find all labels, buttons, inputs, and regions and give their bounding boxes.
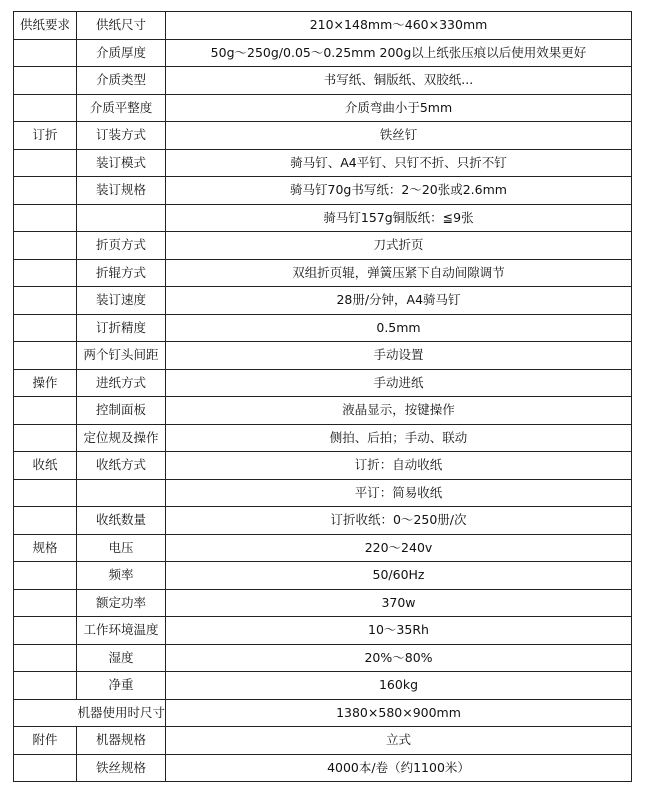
table-row [14, 589, 632, 617]
spec-value: 订折：自动收纸 [166, 452, 632, 480]
spec-value: 10～35Rh [166, 617, 632, 645]
category-cell [14, 424, 77, 452]
table-row [14, 287, 632, 315]
category-cell [14, 617, 77, 645]
table-row [14, 39, 632, 67]
spec-label: 介质平整度 [77, 94, 166, 122]
category-cell: 收纸 [14, 452, 77, 480]
spec-value: 骑马钉157g铜版纸：≦9张 [166, 204, 632, 232]
spec-value: 370w [166, 589, 632, 617]
category-cell [14, 754, 77, 782]
spec-label: 定位规及操作 [77, 424, 166, 452]
table-row [14, 699, 632, 727]
category-cell: 规格 [14, 534, 77, 562]
spec-label: 折页方式 [77, 232, 166, 260]
table-row [14, 122, 632, 150]
spec-label: 折辊方式 [77, 259, 166, 287]
spec-label: 介质类型 [77, 67, 166, 95]
spec-label: 供纸尺寸 [77, 12, 166, 40]
table-row [14, 94, 632, 122]
spec-label: 湿度 [77, 644, 166, 672]
spec-value: 50/60Hz [166, 562, 632, 590]
category-cell [14, 287, 77, 315]
category-cell: 附件 [14, 727, 77, 755]
table-row [14, 644, 632, 672]
spec-value: 立式 [166, 727, 632, 755]
spec-label: 进纸方式 [77, 369, 166, 397]
category-cell [14, 507, 77, 535]
spec-label: 净重 [77, 672, 166, 700]
table-row [14, 617, 632, 645]
spec-value: 骑马钉、A4平钉、只钉不折、只折不钉 [166, 149, 632, 177]
table-row [14, 534, 632, 562]
category-cell [14, 672, 77, 700]
spec-value: 平订：简易收纸 [166, 479, 632, 507]
spec-label: 订装方式 [77, 122, 166, 150]
category-cell [14, 589, 77, 617]
table-row [14, 204, 632, 232]
table-row [14, 259, 632, 287]
category-cell [14, 67, 77, 95]
spec-value: 4000本/卷（约1100米） [166, 754, 632, 782]
table-row [14, 672, 632, 700]
spec-label: 铁丝规格 [77, 754, 166, 782]
spec-value: 书写纸、铜版纸、双胶纸... [166, 67, 632, 95]
spec-table-body [14, 12, 632, 782]
spec-label: 频率 [77, 562, 166, 590]
spec-value: 20%～80% [166, 644, 632, 672]
spec-label: 订折精度 [77, 314, 166, 342]
spec-table [13, 11, 632, 782]
spec-value: 刀式折页 [166, 232, 632, 260]
category-cell: 供纸要求 [14, 12, 77, 40]
category-cell [14, 94, 77, 122]
spec-label: 工作环境温度 [77, 617, 166, 645]
table-row [14, 754, 632, 782]
spec-value: 220～240v [166, 534, 632, 562]
table-row [14, 424, 632, 452]
category-cell [14, 149, 77, 177]
category-cell [14, 259, 77, 287]
category-cell [14, 479, 77, 507]
table-row [14, 12, 632, 40]
table-row [14, 149, 632, 177]
table-row [14, 479, 632, 507]
category-cell [14, 39, 77, 67]
table-row [14, 397, 632, 425]
category-cell [14, 232, 77, 260]
spec-value: 手动进纸 [166, 369, 632, 397]
category-cell: 操作 [14, 369, 77, 397]
spec-value: 铁丝钉 [166, 122, 632, 150]
spec-value: 介质弯曲小于5mm [166, 94, 632, 122]
spec-value: 骑马钉70g书写纸：2～20张或2.6mm [166, 177, 632, 205]
table-row [14, 452, 632, 480]
spec-value: 双组折页辊，弹簧压紧下自动间隙调节 [166, 259, 632, 287]
table-row [14, 727, 632, 755]
spec-label: 收纸数量 [77, 507, 166, 535]
spec-label: 装订速度 [77, 287, 166, 315]
spec-value: 0.5mm [166, 314, 632, 342]
spec-value: 50g～250g/0.05～0.25mm 200g以上纸张压痕以后使用效果更好 [166, 39, 632, 67]
spec-value: 1380×580×900mm [166, 699, 632, 727]
table-row [14, 67, 632, 95]
table-row [14, 562, 632, 590]
spec-value: 侧拍、后拍；手动、联动 [166, 424, 632, 452]
spec-label: 电压 [77, 534, 166, 562]
spec-label: 介质厚度 [77, 39, 166, 67]
category-cell [14, 204, 77, 232]
spec-label: 控制面板 [77, 397, 166, 425]
spec-label [77, 204, 166, 232]
spec-label: 机器使用时尺寸 [14, 699, 166, 727]
spec-value: 订折收纸：0～250册/次 [166, 507, 632, 535]
table-row [14, 314, 632, 342]
category-cell [14, 397, 77, 425]
category-cell [14, 644, 77, 672]
spec-value: 210×148mm～460×330mm [166, 12, 632, 40]
spec-value: 160kg [166, 672, 632, 700]
spec-value: 液晶显示，按键操作 [166, 397, 632, 425]
category-cell: 订折 [14, 122, 77, 150]
spec-label: 装订模式 [77, 149, 166, 177]
table-row [14, 342, 632, 370]
table-row [14, 507, 632, 535]
spec-label: 收纸方式 [77, 452, 166, 480]
spec-label: 额定功率 [77, 589, 166, 617]
table-row [14, 177, 632, 205]
table-row [14, 232, 632, 260]
spec-label [77, 479, 166, 507]
spec-label: 两个钉头间距 [77, 342, 166, 370]
category-cell [14, 342, 77, 370]
category-cell [14, 314, 77, 342]
category-cell [14, 177, 77, 205]
category-cell [14, 562, 77, 590]
spec-value: 手动设置 [166, 342, 632, 370]
spec-label: 机器规格 [77, 727, 166, 755]
spec-label: 装订规格 [77, 177, 166, 205]
spec-value: 28册/分钟，A4骑马钉 [166, 287, 632, 315]
table-row [14, 369, 632, 397]
